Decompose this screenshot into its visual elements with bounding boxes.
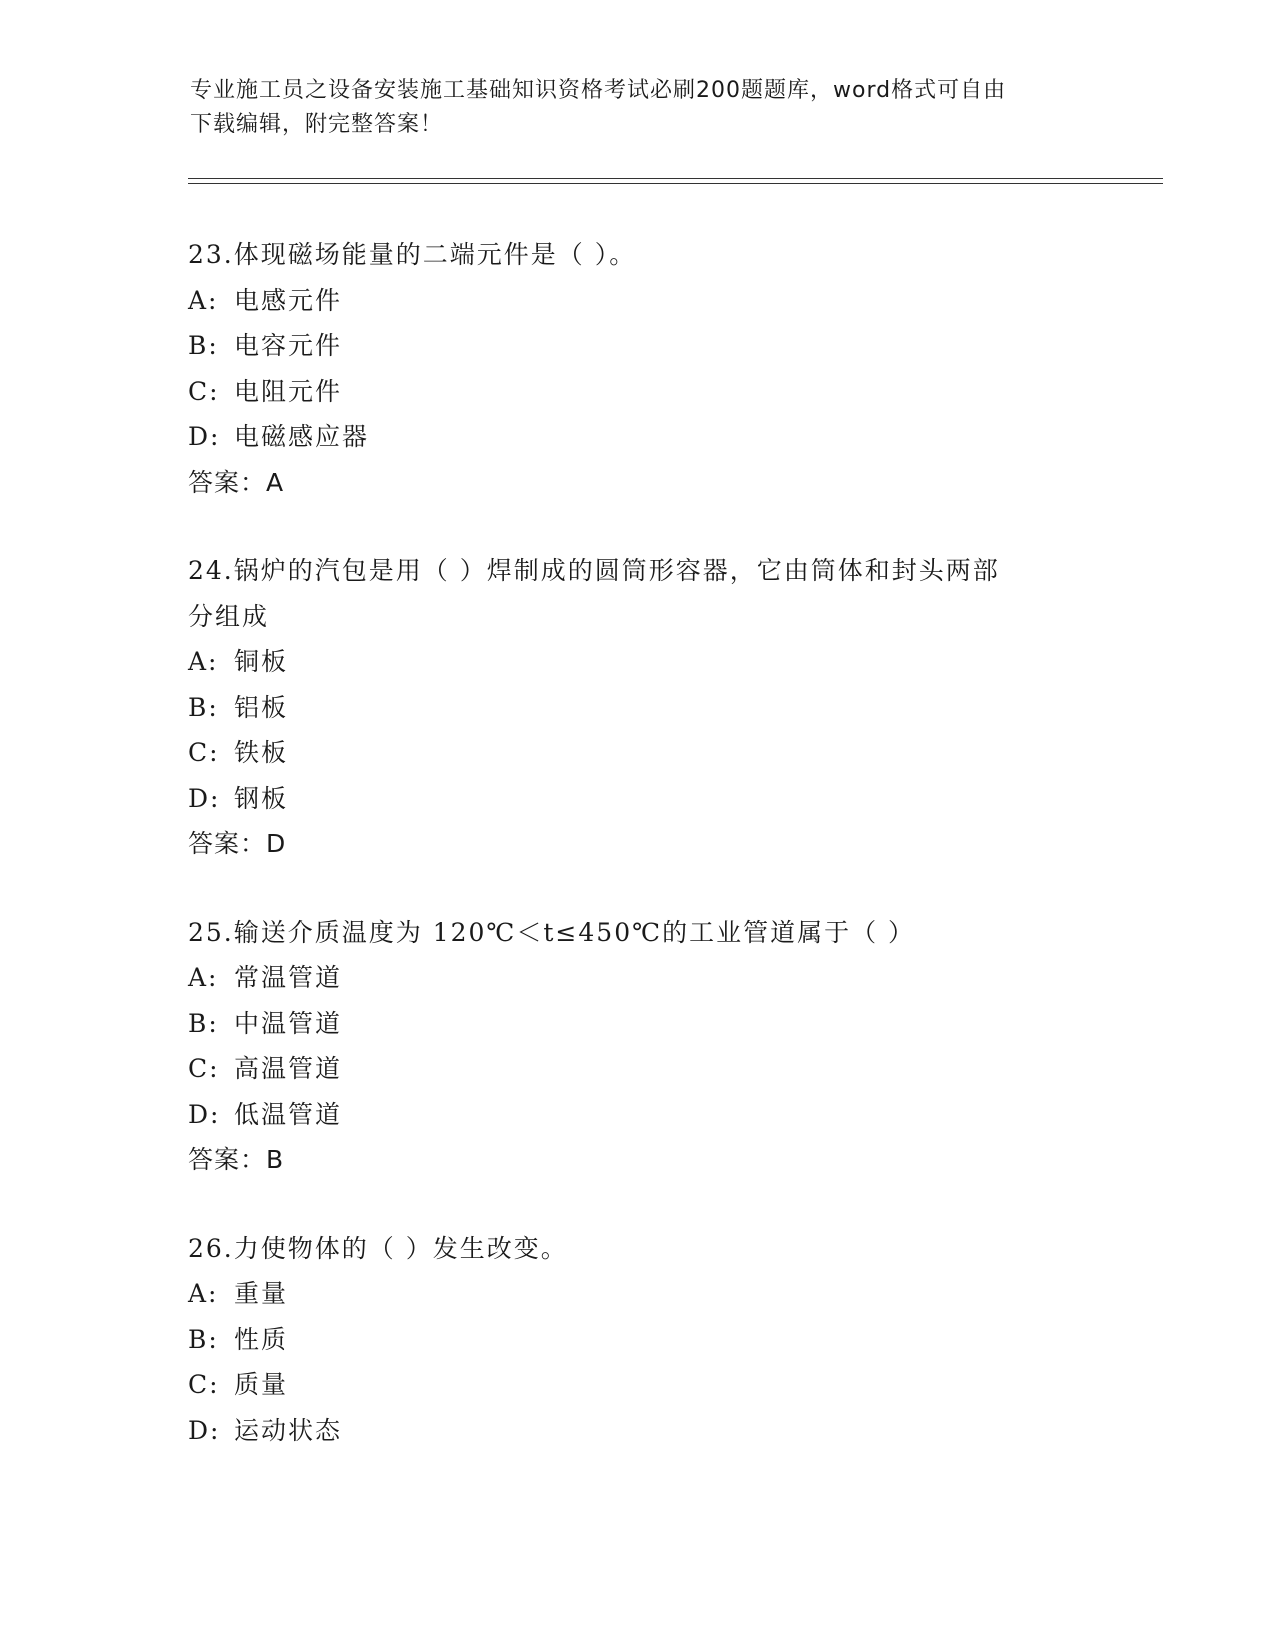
option-text: 铜板: [234, 647, 289, 676]
option-letter: C:: [188, 1370, 220, 1399]
option-b: [188, 685, 1088, 731]
option-text: 质量: [234, 1370, 289, 1399]
option-b: [188, 1001, 1088, 1047]
answer-line: 答案：D: [188, 829, 287, 858]
option-text: 运动状态: [234, 1415, 343, 1445]
option-text: 铁板: [234, 738, 289, 767]
option-b: [188, 323, 1088, 369]
question-stem-continued: 分组成: [188, 601, 270, 631]
option-letter: B:: [188, 1324, 219, 1354]
option-letter: D:: [188, 422, 221, 451]
header-divider-top: [188, 178, 1163, 179]
question-stem: 25.输送介质温度为 120℃＜t≤450℃的工业管道属于（ ）: [188, 917, 916, 947]
option-letter: A:: [188, 647, 219, 676]
option-letter: A:: [188, 1279, 219, 1308]
option-letter: D:: [188, 783, 221, 813]
document-header: [190, 74, 1090, 142]
option-letter: A:: [188, 963, 219, 992]
question-stem: 24.锅炉的汽包是用（ ）焊制成的圆筒形容器，它由筒体和封头两部: [188, 556, 1000, 585]
option-letter: B:: [188, 331, 219, 360]
option-text: 电感元件: [234, 285, 343, 315]
option-c: [188, 369, 1088, 415]
option-letter: C:: [188, 1054, 220, 1083]
question-23: [188, 232, 1088, 505]
option-d: [188, 1408, 1088, 1454]
header-divider-bottom: [188, 183, 1163, 184]
option-a: [188, 1271, 1088, 1317]
option-text: 钢板: [234, 783, 289, 813]
option-c: [188, 1046, 1088, 1092]
option-text: 中温管道: [234, 1008, 343, 1038]
header-title-line-2: 下载编辑，附完整答案！: [190, 112, 444, 137]
option-text: 低温管道: [234, 1099, 343, 1129]
question-stem: 23.体现磁场能量的二端元件是（ ）。: [188, 240, 637, 269]
option-a: [188, 278, 1088, 324]
option-d: [188, 776, 1088, 822]
option-letter: B:: [188, 1008, 219, 1038]
option-c: [188, 1362, 1088, 1408]
option-text: 电阻元件: [234, 376, 343, 406]
option-text: 重量: [234, 1279, 289, 1308]
option-letter: A:: [188, 285, 219, 315]
question-25: [188, 910, 1088, 1183]
option-d: [188, 1092, 1088, 1138]
option-letter: C:: [188, 376, 220, 406]
question-24: [188, 548, 1088, 867]
option-letter: C:: [188, 738, 220, 767]
question-26: [188, 1226, 1088, 1454]
question-list: [188, 232, 1088, 1496]
option-a: [188, 955, 1088, 1001]
option-d: [188, 414, 1088, 460]
header-title-line-1: 专业施工员之设备安装施工基础知识资格考试必刷200题题库，word格式可自由: [190, 78, 1007, 103]
option-text: 性质: [234, 1324, 289, 1354]
option-text: 铝板: [234, 692, 289, 722]
option-text: 电磁感应器: [234, 422, 370, 451]
option-letter: B:: [188, 692, 219, 722]
option-letter: D:: [188, 1099, 221, 1129]
option-letter: D:: [188, 1415, 221, 1445]
option-a: [188, 639, 1088, 685]
answer-line: 答案：A: [188, 467, 285, 497]
option-text: 高温管道: [234, 1054, 343, 1083]
option-text: 常温管道: [234, 963, 343, 992]
option-c: [188, 730, 1088, 776]
question-stem: 26.力使物体的（ ）发生改变。: [188, 1233, 568, 1263]
option-text: 电容元件: [234, 331, 343, 360]
answer-line: 答案：B: [188, 1145, 285, 1174]
option-b: [188, 1317, 1088, 1363]
